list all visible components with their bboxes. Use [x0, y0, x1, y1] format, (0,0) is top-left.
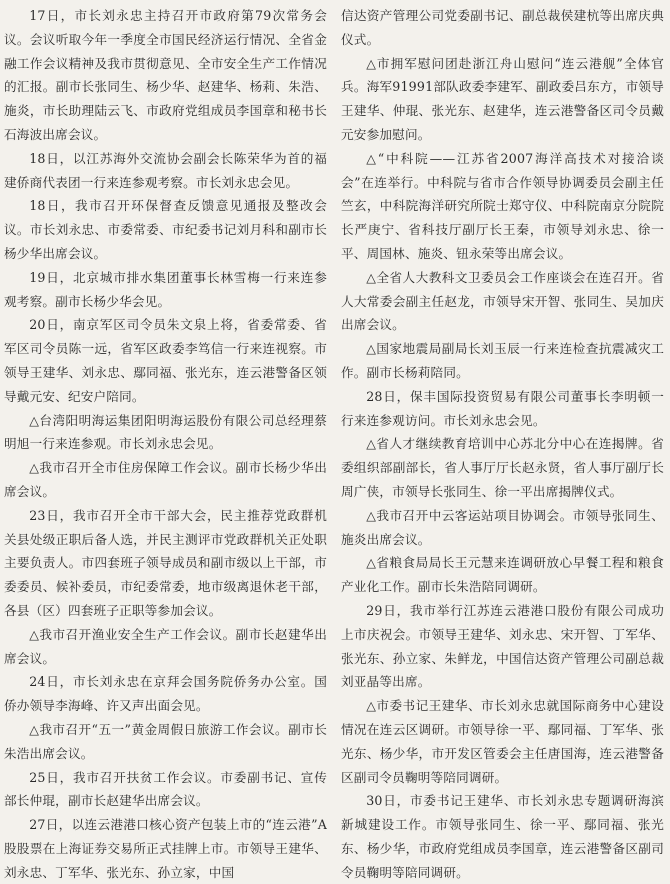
paragraph: △我市召开中云客运站项目协调会。市领导张同生、施炎出席会议。 — [341, 507, 664, 547]
paragraph: △我市召开渔业安全生产工作会议。副市长赵建华出席会议。 — [4, 626, 327, 666]
paragraph: △市拥军慰问团赴浙江舟山慰问“连云港舰”全体官兵。海军91991部队政委李建军、副政委吕东方，市领导王建华、仲琨、张光东、赵建华，连云港警备区司令员戴元安参加慰问。 — [341, 55, 664, 142]
paragraph: 18日，以江苏海外交流协会副会长陈荣华为首的福建侨商代表团一行来连参观考察。市长刘永忠会见。 — [4, 150, 327, 190]
paragraph: 27日，以连云港港口核心资产包装上市的“连云港”A股股票在上海证券交易所正式挂牌上市。市领导王建华、刘永忠、丁军华、张光东、孙立家，中国 — [4, 817, 327, 880]
right-column — [341, 4, 664, 880]
paragraph: △我市召开“五一”黄金周假日旅游工作会议。副市长朱浩出席会议。 — [4, 721, 327, 761]
paragraph: 19日，北京城市排水集团董事长林雪梅一行来连参观考察。副市长杨少华会见。 — [4, 269, 327, 309]
paragraph: △省人才继续教育培训中心苏北分中心在连揭牌。省委组织部副部长，省人事厅厅长赵永贤，省人事厅副厅长周广侠，市领导长张同生、徐一平出席揭牌仪式。 — [341, 436, 664, 499]
paragraph: △国家地震局副局长刘玉辰一行来连检查抗震减灾工作。副市长杨莉陪同。 — [341, 341, 664, 380]
paragraph: △省粮食局局长王元慧来连调研放心早餐工程和粮食产业化工作。副市长朱浩陪同调研。 — [341, 555, 664, 595]
paragraph: 29日，我市举行江苏连云港港口股份有限公司成功上市庆祝会。市领导王建华、刘永忠、宋开智、丁军华、张光东、孙立家、朱鲜龙，中国信达资产管理公司副总裁刘亚晶等出席。 — [341, 602, 664, 690]
paragraph: △市委书记王建华、市长刘永忠就国际商务中心建设情况在连云区调研。市领导徐一平、鄢同福、丁军华、张光东、杨少华，市开发区管委会主任唐国海，连云港警备区副司令员鞠明等陪同调研。 — [341, 698, 664, 785]
paragraph: 25日，我市召开扶贫工作会议。市委副书记、宣传部长仲琨，副市长赵建华出席会议。 — [4, 769, 327, 809]
paragraph: 20日，南京军区司令员朱文泉上将，省委常委、省军区司令员陈一远，省军区政委李笃信一行来连视察。市领导王建华、刘永忠、鄢同福、张光东，连云港警备区领导戴元安、纪安户陪同。 — [4, 317, 327, 404]
paragraph: 17日，市长刘永忠主持召开市政府第79次常务会议。会议听取今年一季度全市国民经济运行情况、全省金融工作会议精神及我市贯彻意见、全市安全生产工作情况的汇报。副市长张同生、杨少华、赵建华、杨莉、朱浩、施炎，市长助理陆云飞、市政府党组成员李国章和秘书长石海波出席会议。 — [4, 8, 327, 142]
left-column — [4, 4, 327, 880]
paragraph: △“中科院——江苏省2007海洋高技术对接洽谈会”在连举行。中科院与省市合作领导协调委员会副主任竺玄，中科院海洋研究所院士郑守仪、中科院南京分院院长严庚宁、省科技厅副厅长王秦，市领导刘永忠、徐一平、周国林、施炎、钮永荣等出席会议。 — [341, 150, 664, 261]
paragraph-continuation: 信达资产管理公司党委副书记、副总裁侯建杭等出席庆典仪式。 — [341, 8, 664, 47]
paragraph: △我市召开全市住房保障工作会议。副市长杨少华出席会议。 — [4, 460, 327, 499]
paragraph: 28日，保丰国际投资贸易有限公司董事长李明顿一行来连参观访问。市长刘永忠会见。 — [341, 388, 664, 428]
paragraph: 30日，市委书记王建华、市长刘永忠专题调研海滨新城建设工作。市领导张同生、徐一平、鄢同福、张光东、杨少华，市政府党组成员李国章，连云港警备区副司令员鞠明等陪同调研。 — [341, 793, 664, 880]
paragraph: 24日，市长刘永忠在京拜会国务院侨务办公室。国侨办领导李海峰、许又声出面会见。 — [4, 674, 327, 714]
paragraph: 23日，我市召开全市干部大会，民主推荐党政群机关县处级正职后备人选，并民主测评市党政群机关正处职主要负责人。市四套班子领导成员和副市级以上干部，市委委员、候补委员，市纪委常委，地市级离退休老干部，各县（区）四套班子正职等参加会议。 — [4, 507, 327, 618]
paragraph: 18日，我市召开环保督查反馈意见通报及整改会议。市长刘永忠、市委常委、市纪委书记刘月科和副市长杨少华出席会议。 — [4, 198, 327, 261]
paragraph: △台湾阳明海运集团阳明海运股份有限公司总经理蔡明旭一行来连参观。市长刘永忠会见。 — [4, 412, 327, 452]
paragraph: △全省人大教科文卫委员会工作座谈会在连召开。省人大常委会副主任赵龙，市领导宋开智、张同生、吴加庆出席会议。 — [341, 269, 664, 333]
